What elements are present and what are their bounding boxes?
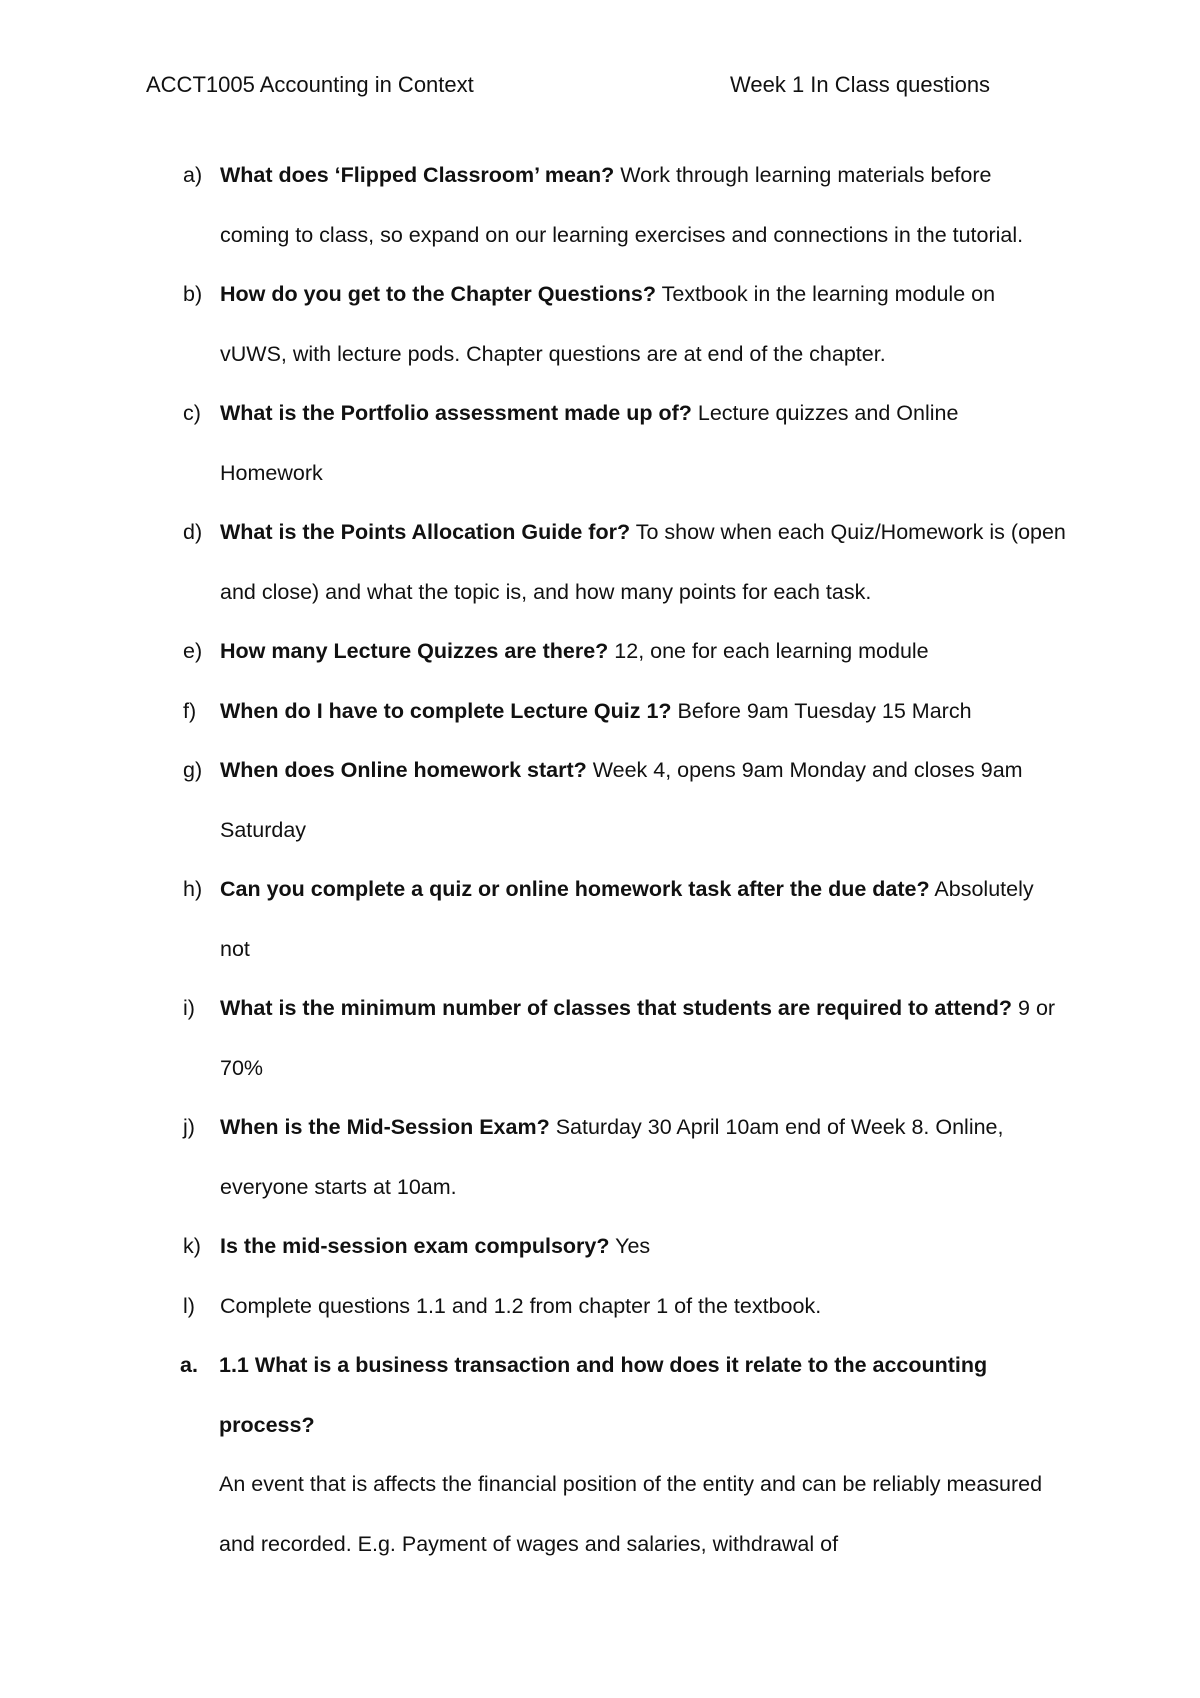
answer-text: To show when each Quiz/Homework is (open and close) and what the topic is, and how many points for each task. (220, 520, 1066, 604)
list-marker: j) (183, 1115, 195, 1139)
list-item (146, 979, 1066, 1098)
sub-list-item (146, 1336, 1066, 1574)
list-item (146, 1217, 1066, 1277)
course-title: ACCT1005 Accounting in Context (146, 72, 474, 97)
instruction-text: Complete questions 1.1 and 1.2 from chapter 1 of the textbook. (220, 1293, 822, 1318)
list-marker: d) (183, 520, 203, 544)
list-item (146, 860, 1066, 979)
question-text: Is the mid-session exam compulsory? (220, 1234, 610, 1258)
answer-text: Yes (609, 1234, 651, 1258)
answer-text: 9 or 70% (220, 996, 1056, 1080)
list-item (146, 384, 1066, 503)
week-title: Week 1 In Class questions (730, 72, 991, 97)
question-text: Can you complete a quiz or online homework task after the due date? (220, 877, 930, 901)
list-marker: a) (183, 163, 203, 187)
list-item (146, 622, 1066, 682)
list-marker: k) (183, 1234, 201, 1258)
list-item (146, 682, 1066, 742)
question-text: What is the minimum number of classes that students are required to attend? (220, 996, 1013, 1020)
list-marker: g) (183, 758, 203, 782)
answer-text: Before 9am Tuesday 15 March (671, 698, 972, 723)
list-item (146, 741, 1066, 860)
list-marker: l) (183, 1293, 195, 1318)
list-item (146, 146, 1066, 265)
list-marker: b) (183, 282, 203, 306)
list-marker: c) (183, 401, 201, 425)
answer-text: Work through learning materials before coming to class, so expand on our learning exercises and connections in the tutorial. (220, 163, 1024, 247)
question-text: When is the Mid-Session Exam? (220, 1115, 550, 1139)
answer-text: Lecture quizzes and Online Homework (220, 401, 959, 485)
sub-list-marker: a. (180, 1353, 198, 1377)
sub-question-list (146, 1336, 1066, 1574)
sub-answer-text: An event that is affects the financial position of the entity and can be reliably measured and recorded. E.g. Payment of wages and salaries, withdrawal of (219, 1472, 1043, 1556)
list-marker: e) (183, 639, 203, 663)
question-text: When do I have to complete Lecture Quiz 1? (220, 698, 672, 723)
answer-text: Absolutely not (220, 877, 1034, 961)
question-text: What is the Points Allocation Guide for? (220, 520, 631, 544)
answer-text: 12, one for each learning module (608, 639, 929, 663)
answer-text: Week 4, opens 9am Monday and closes 9am Saturday (220, 758, 1023, 842)
list-item (146, 503, 1066, 622)
page-header (146, 72, 991, 102)
list-marker: h) (183, 877, 203, 901)
list-item (146, 1277, 1066, 1337)
question-text: What is the Portfolio assessment made up of? (220, 401, 692, 425)
list-item (146, 1098, 1066, 1217)
answer-text: Saturday 30 April 10am end of Week 8. Online, everyone starts at 10am. (220, 1115, 1004, 1199)
list-marker: f) (183, 698, 197, 723)
question-text: How do you get to the Chapter Questions? (220, 282, 656, 306)
question-text: How many Lecture Quizzes are there? (220, 639, 609, 663)
sub-question-text: 1.1 What is a business transaction and how does it relate to the accounting process? (219, 1353, 988, 1437)
answer-text: Textbook in the learning module on vUWS, with lecture pods. Chapter questions are at end of the chapter. (220, 282, 996, 366)
question-list (146, 146, 1066, 1574)
question-text: What does ‘Flipped Classroom’ mean? (220, 163, 615, 187)
question-text: When does Online homework start? (220, 758, 587, 782)
list-marker: i) (183, 996, 195, 1020)
list-item (146, 265, 1066, 384)
